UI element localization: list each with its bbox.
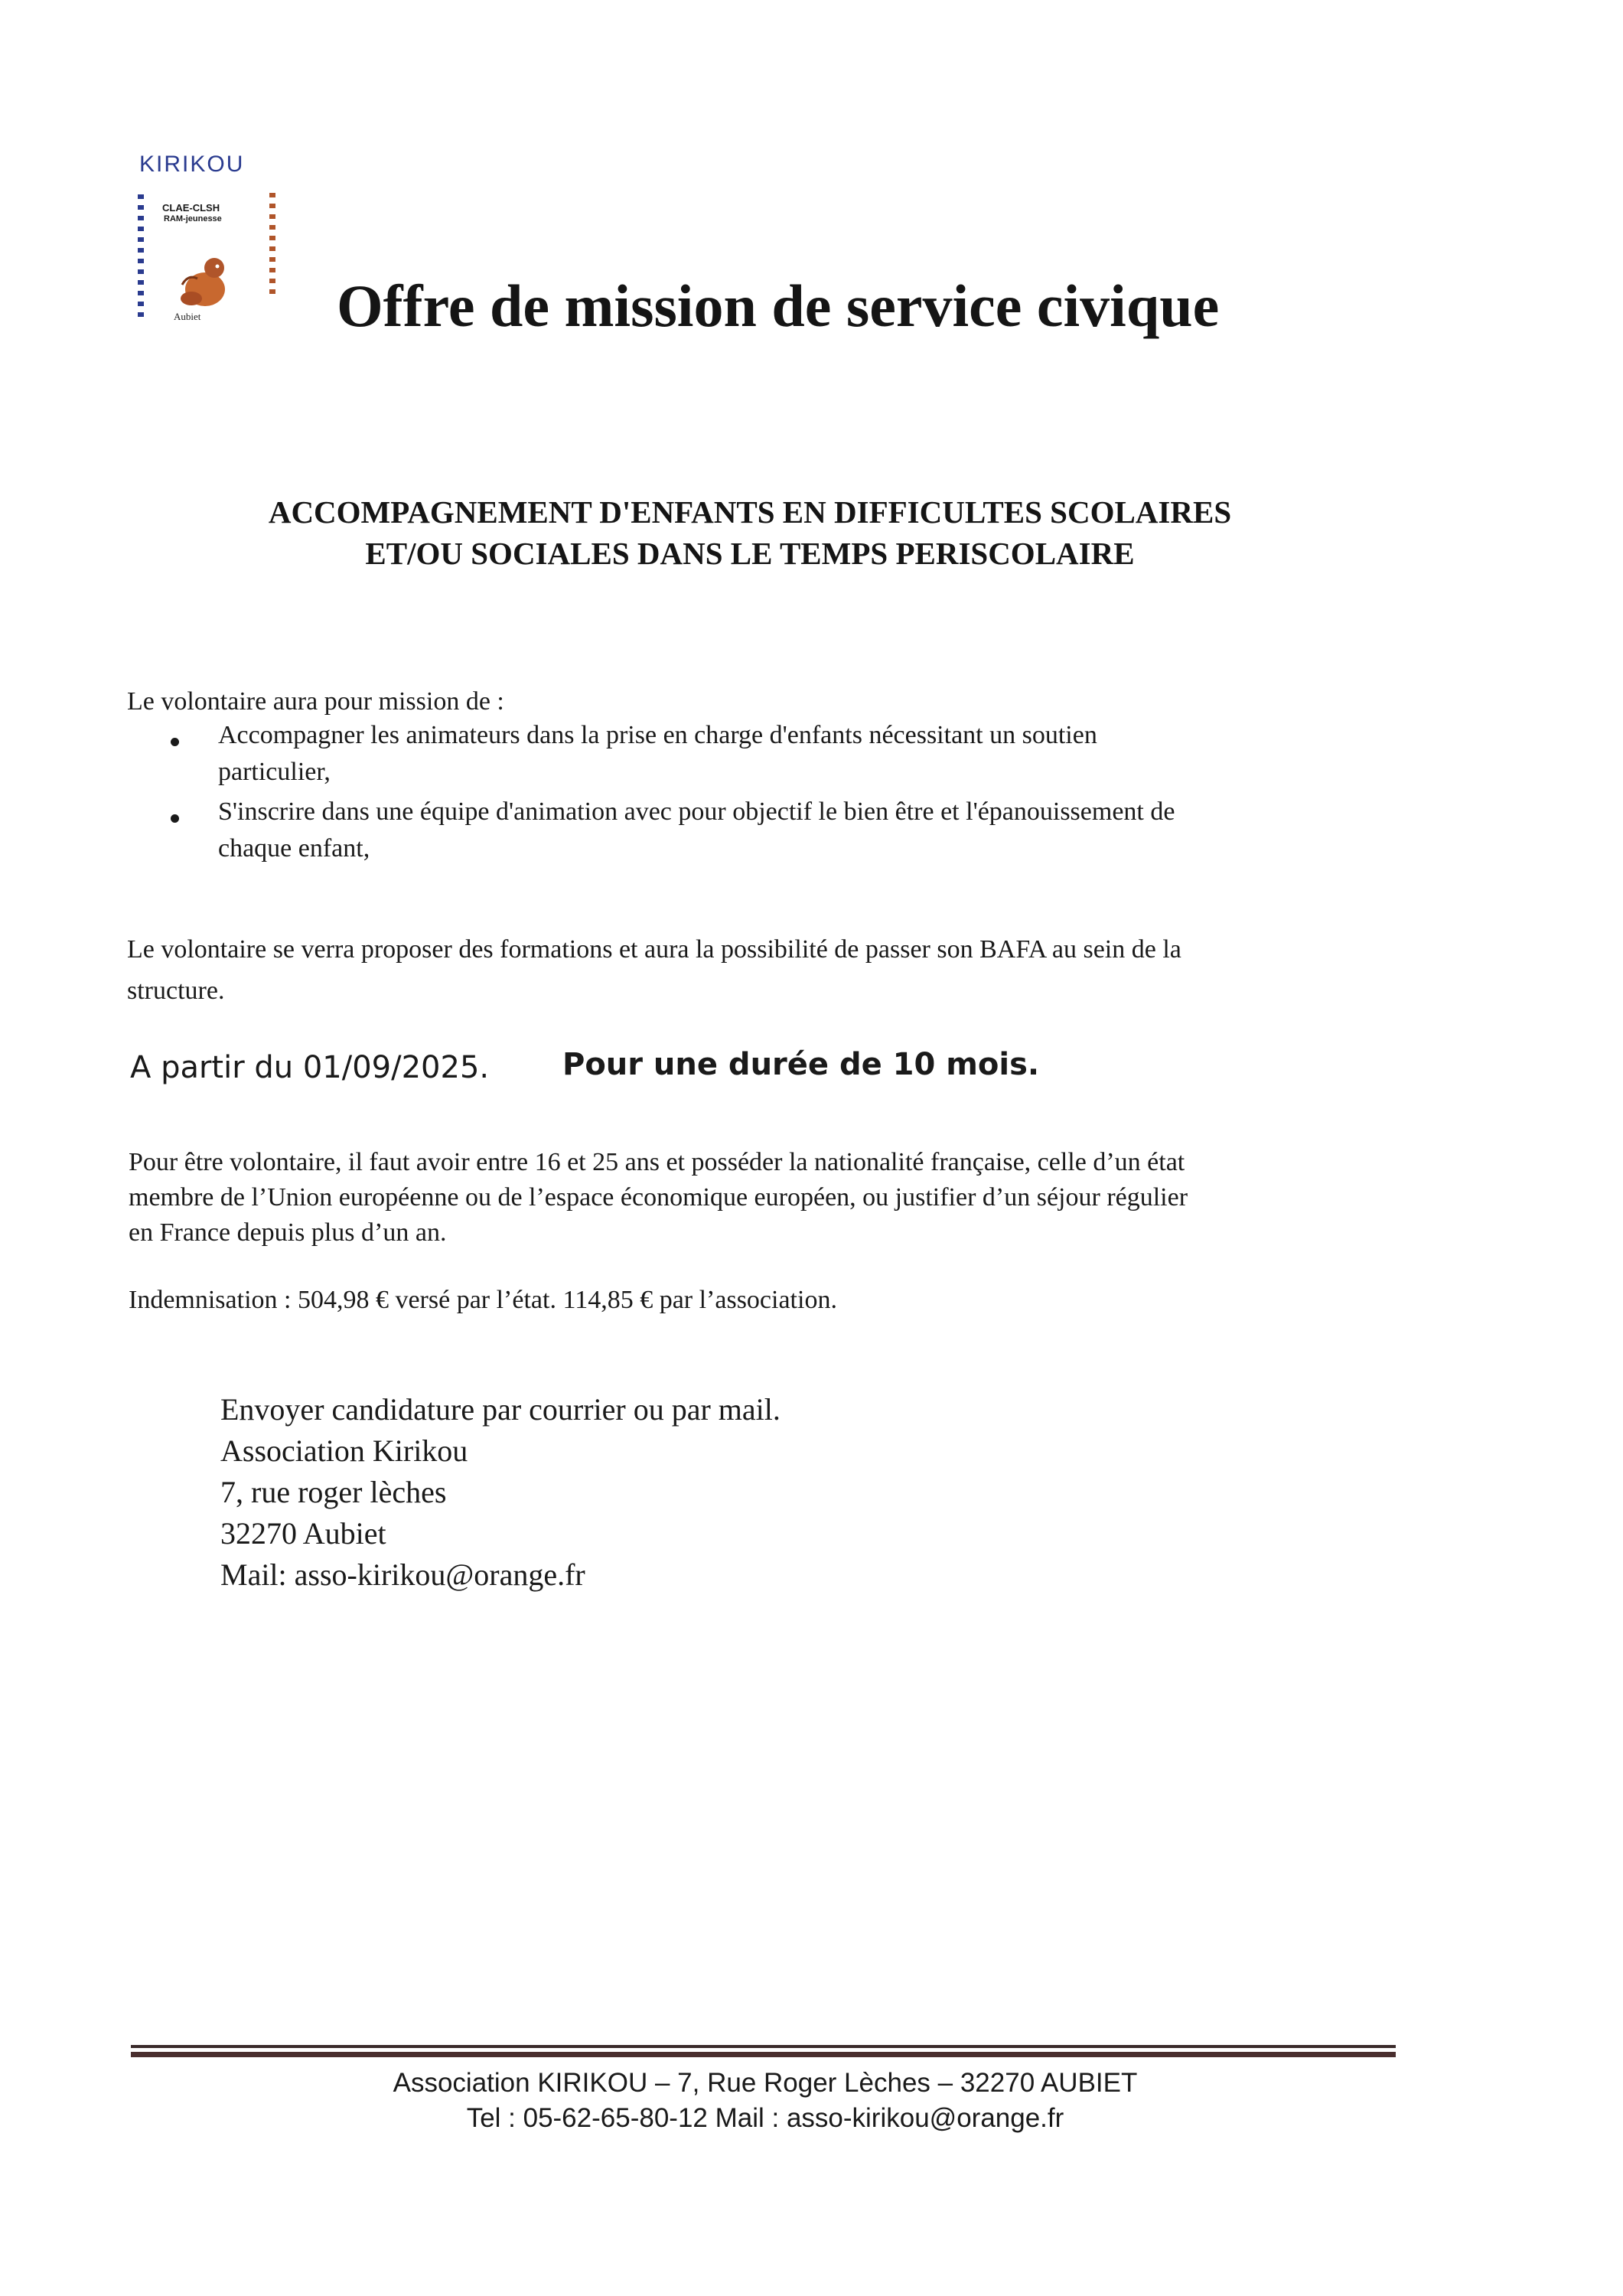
contact-association: Association Kirikou xyxy=(220,1433,468,1468)
footer-address: Association KIRIKOU – 7, Rue Roger Lèches – 32270 AUBIET xyxy=(393,2068,1138,2098)
start-date: A partir du 01/09/2025. xyxy=(130,1050,490,1085)
footer-contact: Tel : 05-62-65-80-12 Mail : asso-kirikou@orange.fr xyxy=(466,2103,1064,2133)
footer-divider-thick xyxy=(131,2052,1396,2057)
mission-intro: Le volontaire aura pour mission de : xyxy=(127,687,504,716)
eligibility-line-1: Pour être volontaire, il faut avoir entre 16 et 25 ans et posséder la nationalité française, celle d’un état xyxy=(129,1148,1185,1176)
logo-vertical-text-right xyxy=(266,190,279,305)
mission-heading-line-1: ACCOMPAGNEMENT D'ENFANTS EN DIFFICULTES SCOLAIRES xyxy=(268,494,1232,530)
association-logo xyxy=(132,152,292,335)
bullet-icon xyxy=(171,814,179,823)
logo-vertical-text-left xyxy=(135,190,147,320)
contact-instruction: Envoyer candidature par courrier ou par mail. xyxy=(220,1392,781,1427)
mission-bullet-1-line-1: Accompagner les animateurs dans la prise en charge d'enfants nécessitant un soutien xyxy=(218,721,1097,749)
mission-bullet-2-line-2: chaque enfant, xyxy=(218,834,370,863)
contact-city: 32270 Aubiet xyxy=(220,1516,386,1551)
formation-line-1: Le volontaire se verra proposer des formations et aura la possibilité de passer son BAFA au sein de la xyxy=(127,935,1181,964)
child-illustration-icon xyxy=(174,251,236,312)
mission-bullet-1-line-2: particulier, xyxy=(218,758,331,786)
contact-email: Mail: asso-kirikou@orange.fr xyxy=(220,1557,585,1592)
mission-heading-line-2: ET/OU SOCIALES DANS LE TEMPS PERISCOLAIRE xyxy=(365,536,1135,571)
eligibility-line-3: en France depuis plus d’un an. xyxy=(129,1218,447,1247)
contact-street: 7, rue roger lèches xyxy=(220,1475,447,1509)
eligibility-line-2: membre de l’Union européenne ou de l’espace économique européen, ou justifier d’un séjour régulier xyxy=(129,1183,1188,1212)
mission-bullet-2-line-1: S'inscrire dans une équipe d'animation avec pour objectif le bien être et l'épanouissement de xyxy=(218,797,1175,826)
indemnisation: Indemnisation : 504,98 € versé par l’état. 114,85 € par l’association. xyxy=(129,1286,837,1314)
footer-divider-thin xyxy=(131,2045,1396,2048)
mission-duration: Pour une durée de 10 mois. xyxy=(562,1047,1040,1082)
logo-line-2: RAM-jeunesse xyxy=(164,214,222,223)
page-title: Offre de mission de service civique xyxy=(337,272,1220,339)
bullet-icon xyxy=(171,738,179,746)
formation-line-2: structure. xyxy=(127,977,225,1005)
logo-city: Aubiet xyxy=(174,311,201,322)
logo-name: KIRIKOU xyxy=(139,152,245,177)
logo-line-1: CLAE-CLSH xyxy=(162,202,220,214)
